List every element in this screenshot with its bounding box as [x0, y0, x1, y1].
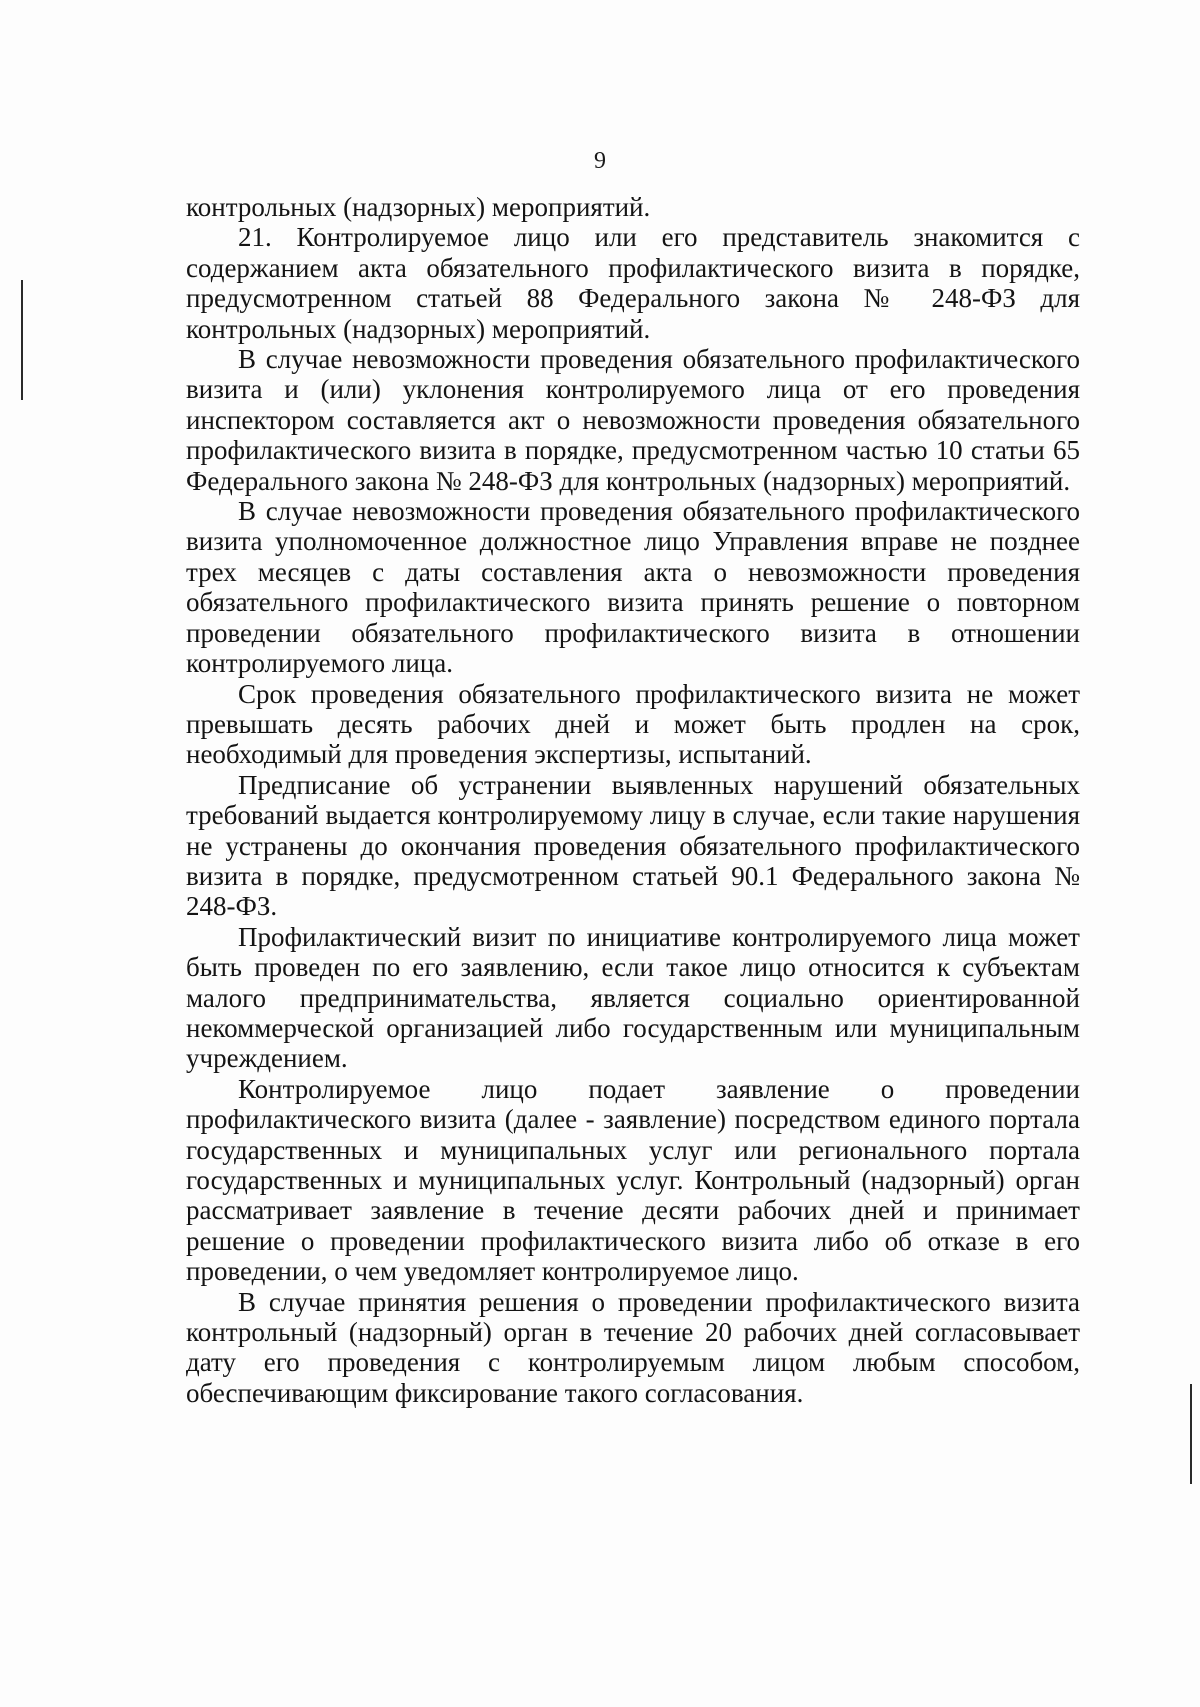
paragraph: контрольных (надзорных) мероприятий. [186, 192, 651, 222]
paragraph: Срок проведения обязательного профилактического визита не может превышать десять рабочих дней и может быть продлен на срок, необходимый для проведения экспертизы, испытаний. [186, 678, 1080, 770]
paragraph: Предписание об устранении выявленных нарушений обязательных требований выдается контролируемому лицу в случае, если такие нарушения не устранены до окончания проведения обязательного профилактического визита в порядке, предусмотренном статьей 90.1 Федерального закона № 248-ФЗ. [186, 769, 1080, 922]
document-text [186, 192, 1080, 1408]
paragraph: В случае принятия решения о проведении профилактического визита контрольный (надзорный) орган в течение 20 рабочих дней согласовывает дату его проведения с контролируемым лицом любым способом, обеспечивающим фиксирование такого согласования. [186, 1286, 1080, 1408]
paragraph: 21. Контролируемое лицо или его представитель знакомится с содержанием акта обязательного профилактического визита в порядке, предусмотренном статьей 88 Федерального закона № 248-ФЗ для контрольных (надзорных) мероприятий. [186, 222, 1080, 344]
scan-mark-left [21, 280, 23, 400]
scan-mark-right [1190, 1384, 1192, 1484]
paragraph: В случае невозможности проведения обязательного профилактического визита уполномоченное должностное лицо Управления вправе не позднее трех месяцев с даты составления акта о невозможности проведения обязательного профилактического визита принять решение о повторном проведении обязательного профилактического визита в отношении контролируемого лица. [186, 496, 1080, 679]
page-number: 9 [594, 148, 606, 174]
paragraph: Профилактический визит по инициативе контролируемого лица может быть проведен по его заявлению, если такое лицо относится к субъектам малого предпринимательства, является социально ориентированной некоммерческой организацией либо государственным или муниципальным учреждением. [186, 921, 1080, 1074]
paragraph: Контролируемое лицо подает заявление о проведении профилактического визита (далее - заявление) посредством единого портала государственных и муниципальных услуг или регионального портала государственных и муниципальных услуг. Контрольный (надзорный) орган рассматривает заявление в течение десяти рабочих дней и принимает решение о проведении профилактического визита либо об отказе в его проведении, о чем уведомляет контролируемое лицо. [186, 1073, 1080, 1287]
paragraph: В случае невозможности проведения обязательного профилактического визита и (или) уклонения контролируемого лица от его проведения инспектором составляется акт о невозможности проведения обязательного профилактического визита в порядке, предусмотренном частью 10 статьи 65 Федерального закона № 248-ФЗ для контрольных (надзорных) мероприятий. [186, 344, 1080, 496]
